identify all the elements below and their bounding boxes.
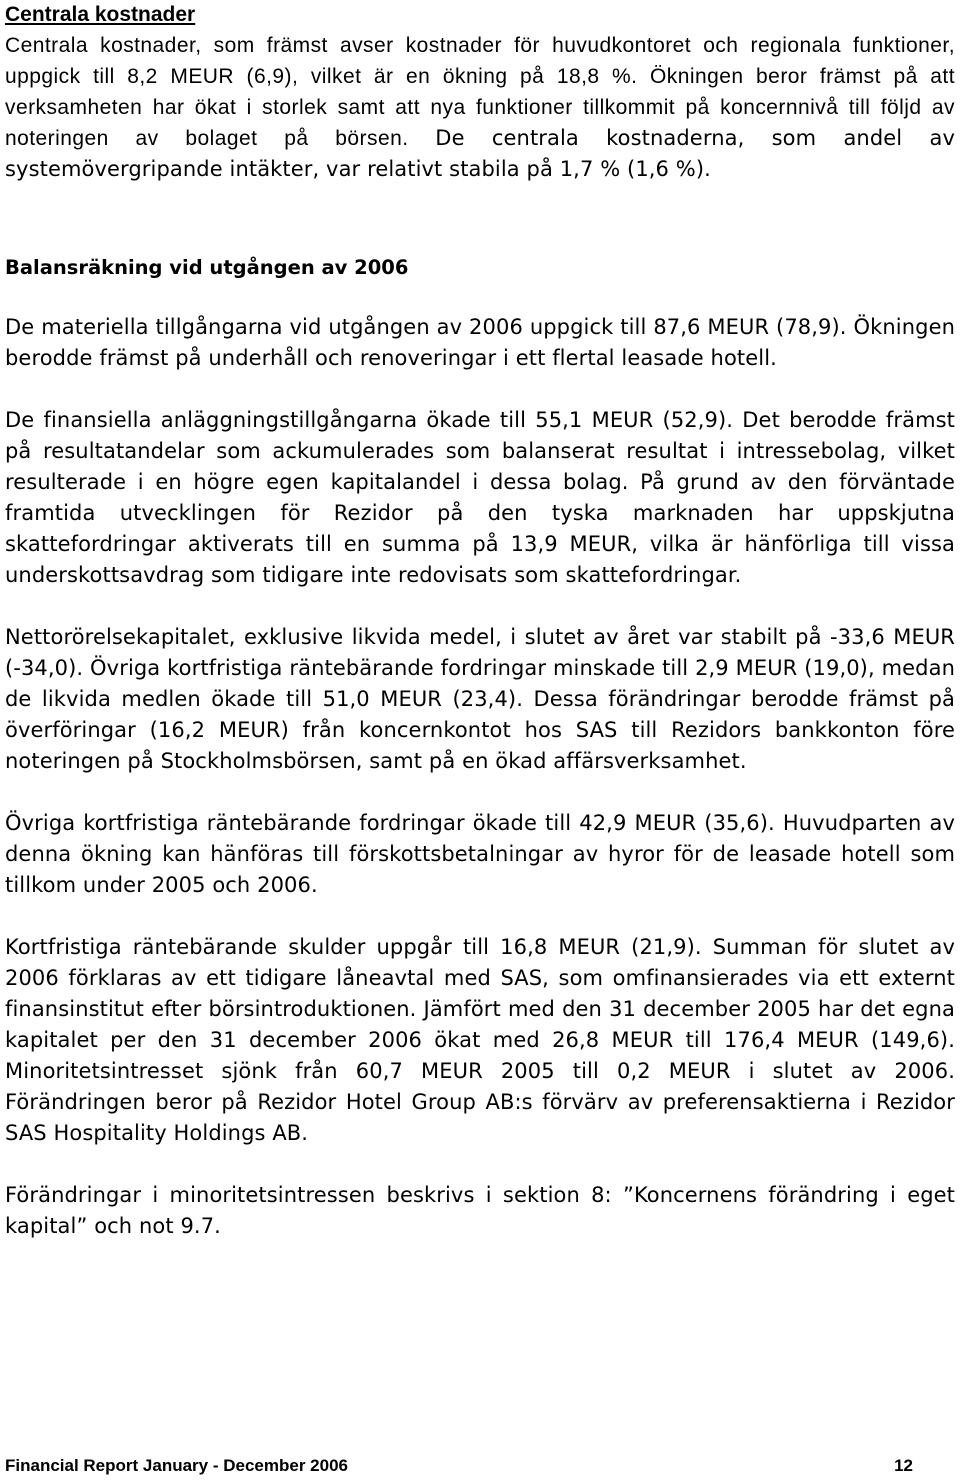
paragraph-materiella-tillgangar: De materiella tillgångarna vid utgången av 2006 uppgick till 87,6 MEUR (78,9). Ökningen berodde främst på underhåll och renoveringar i ett flertal leasade hotell. — [5, 315, 955, 370]
footer-page-number: 12 — [894, 1456, 913, 1475]
paragraph-kortfristiga-skulder: Kortfristiga räntebärande skulder uppgår till 16,8 MEUR (21,9). Summan för slutet av 2006 förklaras av ett tidigare låneavtal med SAS, som omfinansierades via ett externt finansinstitut efter börsintroduktionen. Jämfört med den 31 december 2005 har det egna kapitalet per den 31 december 2006 ökat med 26,8 MEUR till 176,4 MEUR (149,6). Minoritetsintresset sjönk från 60,7 MEUR 2005 till 0,2 MEUR i slutet av 2006. Förändringen beror på Rezidor Hotel Group AB:s förvärv av preferensaktierna i Rezidor SAS Hospitality Holdings AB. — [5, 935, 955, 1145]
paragraph-ovriga-fordringar: Övriga kortfristiga räntebärande fordringar ökade till 42,9 MEUR (35,6). Huvudparten av denna ökning kan hänföras till förskottsbetalningar av hyror för de leasade hotell som tillkom under 2005 och 2006. — [5, 811, 955, 897]
paragraph-centrala-kostnader — [5, 30, 955, 185]
footer-title: Financial Report January - December 2006 — [5, 1456, 348, 1475]
paragraph-minoritetsintressen: Förändringar i minoritetsintressen beskrivs i sektion 8: ”Koncernens förändring i eget kapital” och not 9.7. — [5, 1183, 955, 1238]
paragraph-centrala-kostnader-part2: De centrala kostnaderna, som andel av systemövergripande intäkter, var relativt stabila på 1,7 % (1,6 %). — [5, 126, 955, 181]
paragraph-finansiella-tillgangar: De finansiella anläggningstillgångarna ökade till 55,1 MEUR (52,9). Det berodde främst på resultatandelar som ackumulerades som balanserat resultat i intressebolag, vilket resulterade i en högre egen kapitalandel i dessa bolag. På grund av den förväntade framtida utvecklingen för Rezidor på den tyska marknaden har uppskjutna skattefordringar aktiverats till en summa på 13,9 MEUR, vilka är hänförliga till vissa underskottsavdrag som tidigare inte redovisats som skattefordringar. — [5, 408, 955, 587]
document-page — [5, 0, 955, 1242]
section-heading-centrala-kostnader: Centrala kostnader — [5, 3, 196, 26]
paragraph-nettororelsekapital: Nettorörelsekapitalet, exklusive likvida medel, i slutet av året var stabilt på -33,6 MEUR (-34,0). Övriga kortfristiga räntebärande fordringar minskade till 2,9 MEUR (19,0), medan de likvida medlen ökade till 51,0 MEUR (23,4). Dessa förändringar berodde främst på överföringar (16,2 MEUR) från koncernkontot hos SAS till Rezidors bankkonton före noteringen på Stockholmsbörsen, samt på en ökad affärsverksamhet. — [5, 625, 955, 773]
paragraph-centrala-kostnader-part1: Centrala kostnader, som främst avser kostnader för huvudkontoret och regionala funktioner, uppgick till 8,2 MEUR (6,9), vilket är en ökning på 18,8 %. Ökningen beror främst på att verksamheten har ökat i storlek samt att nya funktioner tillkommit på koncernnivå till följd av noteringen av bolaget på börsen. — [5, 34, 955, 150]
section-heading-balansrakning: Balansräkning vid utgången av 2006 — [5, 256, 409, 279]
page-footer — [5, 1455, 913, 1477]
